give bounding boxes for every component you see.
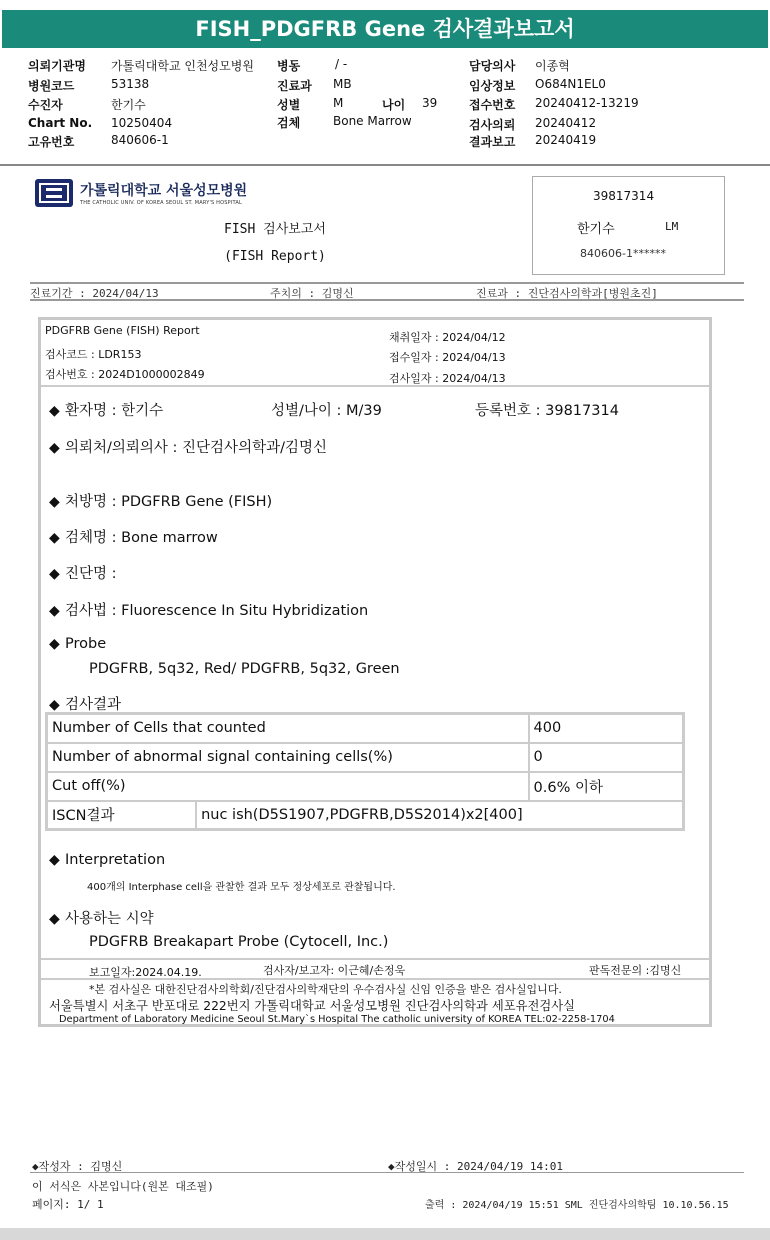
probe-label: Probe	[65, 636, 107, 652]
exam-date: 검사일자 : 2024/04/13	[389, 372, 506, 385]
field-label: 의뢰기관명	[28, 59, 86, 73]
reagent-line	[49, 907, 154, 928]
iscn-value: nuc ish(D5S1907,PDGFRB,D5S2014)x2[400]	[196, 801, 683, 830]
bullet-diamond: ◆	[49, 440, 60, 456]
field-label: Chart No.	[28, 116, 93, 130]
patient-id: 39817314	[593, 189, 655, 203]
divider	[30, 282, 744, 284]
field-value: 가톨릭대학교 인천성모병원	[111, 59, 254, 73]
interpretation-text: 400개의 Interphase cell을 관찰한 결과 모두 정상세포로 관찰됩니다.	[87, 882, 396, 893]
examiner: 검사자/보고자: 이근혜/손정욱	[263, 964, 406, 977]
interpretation-line	[49, 852, 165, 868]
hospital-subtitle: THE CATHOLIC UNIV. OF KOREA SEOUL ST. MARY'S HOSPITAL	[80, 200, 243, 206]
divider	[41, 978, 709, 980]
treatment-period: 진료기간 : 2024/04/13	[30, 287, 159, 300]
bullet-diamond: ◆	[49, 403, 60, 419]
receive-date: 접수일자 : 2024/04/13	[389, 351, 506, 364]
specialist: 판독전문의 :김명신	[589, 964, 682, 977]
doc-title-ko: FISH 검사보고서	[224, 222, 326, 237]
order-name: 처방명 : PDGFRB Gene (FISH)	[65, 494, 273, 510]
field-value: O684N1EL0	[535, 77, 606, 91]
output-info: 출력 : 2024/04/19 15:51 SML 진단검사의학팀 10.10.56.15	[425, 1200, 729, 1211]
field-value: 20240419	[535, 133, 597, 147]
patient-name: 한기수	[577, 222, 615, 237]
method-line	[49, 599, 368, 620]
field-label: 접수번호	[469, 98, 516, 112]
bullet-diamond: ◆	[49, 852, 60, 868]
field-value: Bone Marrow	[333, 114, 412, 128]
requester-line	[49, 436, 327, 457]
copy-note: 이 서식은 사본입니다(원본 대조필)	[32, 1180, 214, 1193]
divider	[30, 1172, 744, 1173]
result-value: 400	[529, 714, 684, 743]
page-number: 페이지: 1/ 1	[32, 1198, 104, 1211]
field-value: 20240412	[535, 116, 597, 130]
patient-rrn: 840606-1******	[580, 247, 666, 260]
doc-title-en: (FISH Report)	[224, 249, 326, 264]
iscn-label: ISCN결과	[47, 801, 197, 830]
table-row	[47, 801, 684, 830]
field-value: 840606-1	[111, 133, 169, 147]
field-label: 진료과	[277, 79, 312, 93]
department: 진료과 : 진단검사의학과[병원초진]	[476, 287, 658, 300]
probe-line	[49, 636, 106, 652]
field-label: 병동	[277, 59, 301, 73]
result-label: 검사결과	[65, 697, 122, 713]
field-value: 10250404	[111, 116, 173, 130]
probe-value: PDGFRB, 5q32, Red/ PDGFRB, 5q32, Green	[89, 661, 400, 677]
reagent-value: PDGFRB Breakapart Probe (Cytocell, Inc.)	[89, 934, 389, 950]
report-title: FISH_PDGFRB Gene 검사결과보고서	[2, 10, 768, 48]
divider	[41, 958, 709, 960]
author: ◆작성자 : 김명신	[32, 1160, 123, 1173]
field-value: 한기수	[111, 98, 146, 112]
field-value: 39	[422, 96, 438, 110]
lab-address: 서울특별시 서초구 반포대로 222번지 가톨릭대학교 서울성모병원 진단검사의학과 세포유전검사실	[49, 999, 575, 1013]
bullet-diamond: ◆	[49, 494, 60, 510]
table-row	[47, 772, 684, 801]
result-name: Number of abnormal signal containing cells(%)	[47, 743, 529, 772]
patient-box	[532, 176, 725, 275]
bottom-band	[0, 1228, 770, 1240]
field-value: MB	[333, 77, 352, 91]
result-name: Cut off(%)	[47, 772, 529, 801]
interpretation-label: Interpretation	[65, 852, 166, 868]
result-name: Number of Cells that counted	[47, 714, 529, 743]
field-value: 53138	[111, 77, 150, 91]
field-label: 결과보고	[469, 135, 516, 149]
bullet-diamond: ◆	[49, 636, 60, 652]
report-header	[41, 320, 709, 387]
table-row	[47, 714, 684, 743]
test-code: 검사코드 : LDR153	[45, 348, 142, 361]
hospital-emblem-icon	[34, 178, 74, 208]
result-value: 0.6% 이하	[529, 772, 684, 801]
collect-date: 채취일자 : 2024/04/12	[389, 331, 506, 344]
field-value: 20240412-13219	[535, 96, 639, 110]
field-label: 수진자	[28, 98, 63, 112]
registration-number: 등록번호 : 39817314	[475, 403, 619, 419]
field-label: 검사의뢰	[469, 118, 516, 132]
reagent-label: 사용하는 시약	[65, 911, 154, 927]
test-method: 검사법 : Fluorescence In Situ Hybridization	[65, 603, 369, 619]
bullet-diamond: ◆	[49, 530, 60, 546]
attending-doctor: 주치의 : 김명신	[270, 287, 354, 300]
table-row	[47, 743, 684, 772]
field-label: 임상정보	[469, 79, 516, 93]
bullet-diamond: ◆	[49, 697, 60, 713]
field-label: 검체	[277, 116, 301, 130]
specimen-name: 검체명 : Bone marrow	[65, 530, 218, 546]
report-body	[38, 317, 712, 1027]
specimen-line	[49, 526, 218, 547]
order-line	[49, 490, 272, 511]
divider	[0, 164, 770, 166]
certification-note: *본 검사실은 대한진단검사의학회/진단검사의학재단의 우수검사실 신임 인증을 받은 검사실입니다.	[89, 983, 562, 996]
field-value: M	[333, 96, 344, 110]
field-label: 나이	[382, 98, 406, 112]
result-line	[49, 693, 121, 714]
field-value: 이종혁	[535, 59, 570, 73]
bullet-diamond: ◆	[49, 911, 60, 927]
field-label: 담당의사	[469, 59, 516, 73]
bullet-diamond: ◆	[49, 603, 60, 619]
field-value: / -	[335, 57, 348, 71]
patient-line	[49, 399, 163, 420]
bullet-diamond: ◆	[49, 566, 60, 582]
requester: 의뢰처/의뢰의사 : 진단검사의학과/김명신	[65, 440, 327, 456]
sex-age: 성별/나이 : M/39	[271, 403, 382, 419]
field-label: 병원코드	[28, 79, 75, 93]
test-number: 검사번호 : 2024D1000002849	[45, 368, 205, 381]
divider	[30, 299, 744, 301]
report-date: 보고일자:2024.04.19.	[89, 966, 202, 979]
diagnosis-line	[49, 562, 117, 583]
hospital-logo	[34, 178, 274, 212]
field-label: 고유번호	[28, 135, 75, 149]
field-label: 성별	[277, 98, 301, 112]
hospital-name: 가톨릭대학교 서울성모병원	[80, 183, 248, 199]
result-table	[45, 712, 685, 831]
patient-tag: LM	[665, 220, 679, 233]
written-datetime: ◆작성일시 : 2024/04/19 14:01	[388, 1160, 563, 1173]
diagnosis: 진단명 :	[65, 566, 117, 582]
test-title: PDGFRB Gene (FISH) Report	[45, 324, 200, 337]
lab-department-en: Department of Laboratory Medicine Seoul St.Mary`s Hospital The catholic university of KOREA TEL:02-2258-1704	[59, 1014, 615, 1025]
result-value: 0	[529, 743, 684, 772]
patient-name-field: 환자명 : 한기수	[65, 403, 164, 419]
